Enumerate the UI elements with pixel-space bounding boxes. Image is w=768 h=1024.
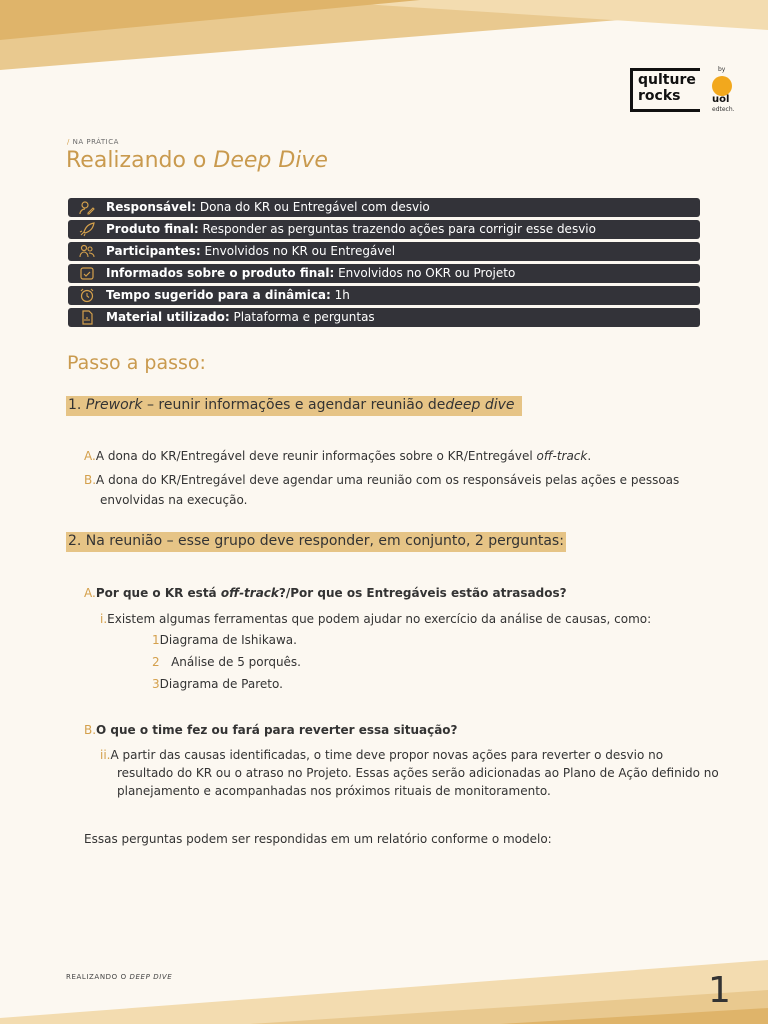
edtech-label: edtech. <box>712 106 735 113</box>
closing-text: Essas perguntas podem ser respondidas em um relatório conforme o modelo: <box>84 832 552 846</box>
footer-text: REALIZANDO O DEEP DIVE <box>66 973 173 981</box>
step1-heading: 1. Prework – reunir informações e agendar reunião dedeep dive <box>68 397 515 413</box>
question-a: A.Por que o KR está off-track?/Por que os Entregáveis estão atrasados? <box>84 586 567 600</box>
rocket-icon <box>79 222 95 237</box>
by-label: by <box>718 66 726 73</box>
question-b-sub: ii.A partir das causas identificadas, o time deve propor novas ações para reverter o desvio no resultado do KR ou o atraso no Projeto. Essas ações serão adicionadas ao Plano de Ação definido no planejamento e acompanhadas nos próximos rituais de monitoramento. <box>100 748 719 798</box>
page-number: 1 <box>708 970 731 1011</box>
passo-heading: Passo a passo: <box>67 352 206 374</box>
info-bar-informados: Informados sobre o produto final: Envolvidos no OKR ou Projeto <box>68 264 700 283</box>
section-tag: / NA PRÁTICA <box>67 138 119 146</box>
question-b: B.O que o time fez ou fará para reverter essa situação? <box>84 723 458 737</box>
top-decoration <box>0 0 768 75</box>
info-bar-material: Material utilizado: Plataforma e perguntas <box>68 308 700 327</box>
person-edit-icon <box>79 200 95 215</box>
document-icon <box>79 310 95 325</box>
clock-icon <box>79 288 95 303</box>
question-a-sub: i.Existem algumas ferramentas que podem ajudar no exercício da análise de causas, como: <box>100 612 652 626</box>
step1-item-b: B.A dona do KR/Entregável deve agendar uma reunião com os responsáveis pelas ações e pessoas envolvidas na execução. <box>84 473 680 507</box>
uol-logo-icon <box>712 76 732 96</box>
people-icon <box>79 244 95 259</box>
page-title: Realizando o Deep Dive <box>66 148 328 173</box>
info-bar-produto-final: Produto final: Responder as perguntas trazendo ações para corrigir esse desvio <box>68 220 700 239</box>
uol-label: uol <box>712 94 730 105</box>
info-bar-responsavel: Responsável: Dona do KR ou Entregável com desvio <box>68 198 700 217</box>
qulture-rocks-logo: qulture rocks <box>630 68 703 112</box>
bottom-decoration <box>0 960 768 1024</box>
tool-item-2: 2 Análise de 5 porquês. <box>152 655 301 669</box>
step1-item-a: A.A dona do KR/Entregável deve reunir informações sobre o KR/Entregável off-track. <box>84 449 592 463</box>
info-bar-tempo: Tempo sugerido para a dinâmica: 1h <box>68 286 700 305</box>
checkbox-icon <box>79 266 95 281</box>
tool-item-1: 1Diagrama de Ishikawa. <box>152 633 297 647</box>
step2-heading: 2. Na reunião – esse grupo deve responder, em conjunto, 2 perguntas: <box>68 533 564 549</box>
info-bar-participantes: Participantes: Envolvidos no KR ou Entregável <box>68 242 700 261</box>
tool-item-3: 3Diagrama de Pareto. <box>152 677 283 691</box>
